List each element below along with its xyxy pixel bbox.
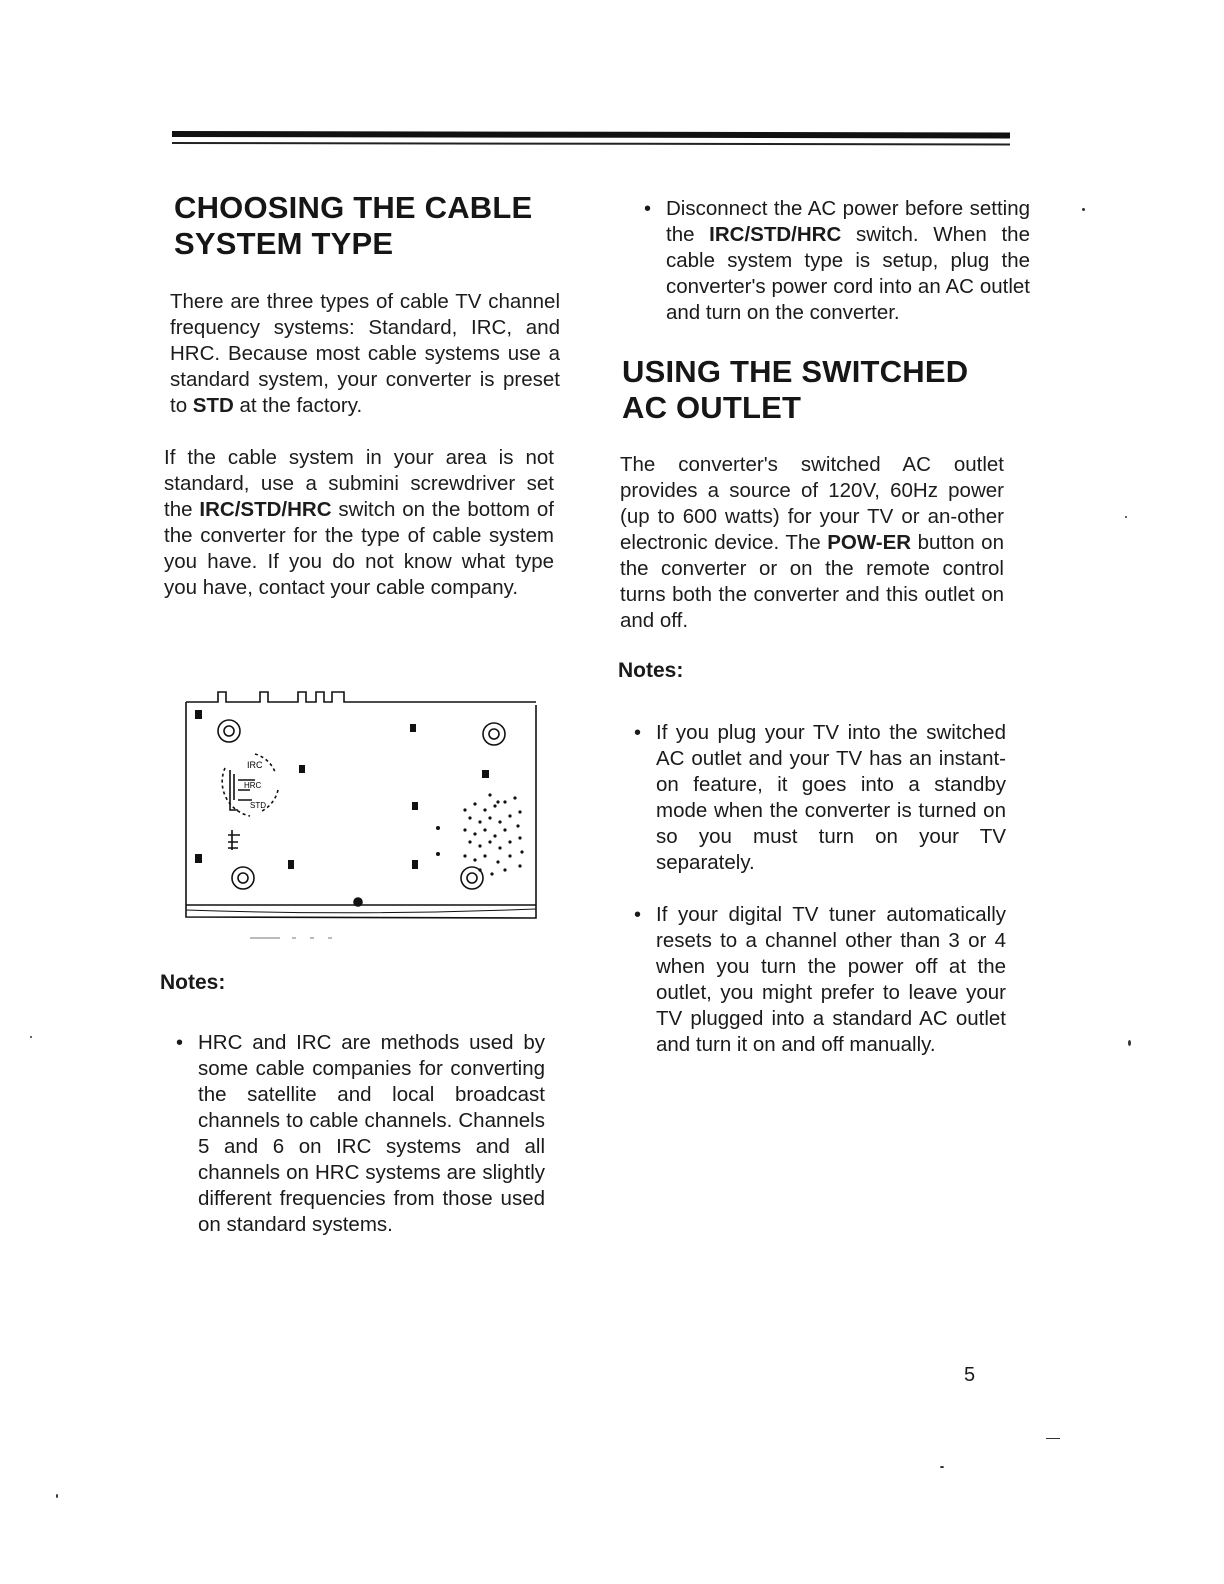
switch-label-irc: IRC [247,760,263,770]
notes-list-left [170,1030,545,1238]
switch-label-hrc: HRC [244,781,262,790]
scan-speck [1082,208,1085,211]
converter-bottom-diagram [180,680,580,960]
scan-speck [1046,1438,1060,1439]
paragraph-switch-setting: If the cable system in your area is not standard, use a submini screwdriver set the IRC/STD/HRC switch on the bottom of the converter for the type of cable system you have. If you do not know what type you have, contact your cable company. [164,446,554,599]
left-column [160,190,564,1236]
paragraph-frequency-systems: There are three types of cable TV channel frequency systems: Standard, IRC, and HRC. Because most cable systems use a standard system, your converter is preset to STD at the factory. [170,290,560,417]
bullet-icon: • [644,198,652,220]
scan-speck [56,1494,58,1498]
note-hrc-irc: • HRC and IRC are methods used by some cable companies for converting the satellite and local broadcast channels to cable channels. Channels 5 and 6 on IRC systems and all channels on HRC systems are slightly different frequencies from those used on standard systems. [176,1031,545,1236]
note-instant-on: • If you plug your TV into the switched AC outlet and your TV has an instant-on feature, it goes into a standby mode when the converter is turned on so you must turn on your TV separately. [634,721,1006,874]
bullet-disconnect-power: • Disconnect the AC power before setting the IRC/STD/HRC switch. When the cable system type is setup, plug the converter's power cord into an AC outlet and turn on the converter. [644,197,1030,324]
note-digital-tuner: • If your digital TV tuner automatically resets to a channel other than 3 or 4 when you turn the power off at the outlet, you might prefer to leave your TV plugged into a standard AC outlet and turn it on and off manually. [634,903,1006,1056]
bullet-icon: • [634,722,642,744]
switch-label-std: STD [250,801,266,810]
notes-label-right: Notes: [618,659,684,682]
right-column [618,196,1030,1058]
scan-speck [1128,1040,1131,1046]
notes-label-left: Notes: [160,971,226,994]
top-rule-thin [172,142,1010,145]
scan-speck [940,1466,944,1468]
bullet-icon: • [634,904,642,926]
bullet-list-disconnect [638,196,1030,326]
scan-speck [30,1036,32,1038]
scan-speck [1125,516,1127,518]
paragraph-switched-outlet: The converter's switched AC outlet provides a source of 120V, 60Hz power (up to 600 watts) for your TV or an-other electronic device. The POW-ER button on the converter or on the remote control turns both the converter and this outlet on and off. [620,453,1004,632]
bullet-icon: • [176,1032,184,1054]
page-number: 5 [964,1364,976,1386]
section-title-cable-system: CHOOSING THE CABLE SYSTEM TYPE [174,190,533,261]
section-title-switched-outlet: USING THE SWITCHED AC OUTLET [622,354,969,425]
top-rule-thick [172,131,1010,138]
notes-list-right [628,720,1006,1058]
